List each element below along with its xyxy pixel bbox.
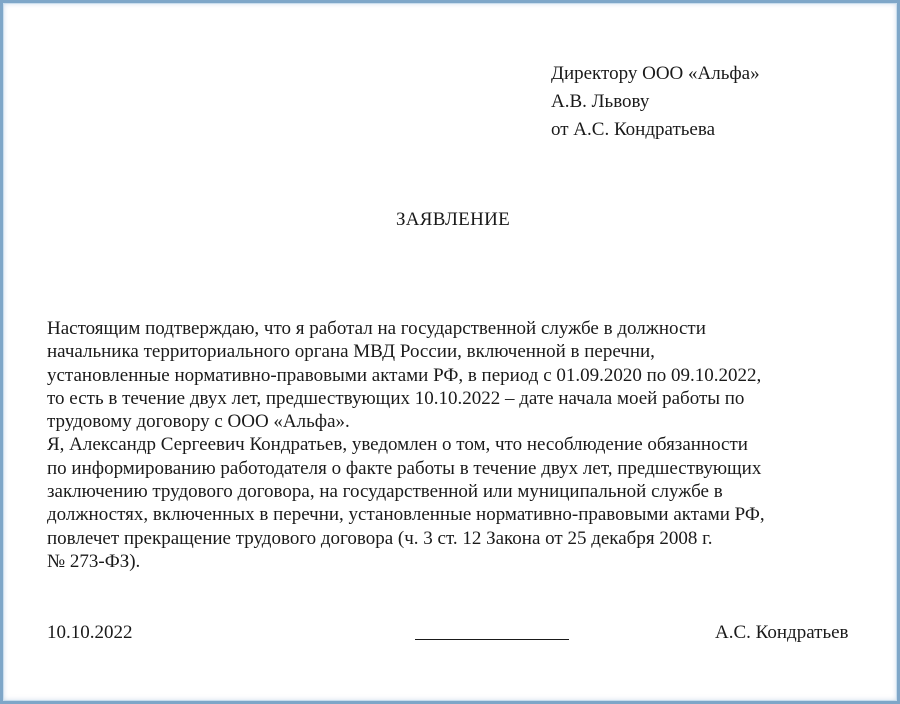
addressee-line: А.В. Львову: [551, 91, 650, 112]
signer-name: А.С. Кондратьев: [715, 622, 849, 643]
body-line: повлечет прекращение трудового договора (ч. 3 ст. 12 Закона от 25 декабря 2008 г.: [47, 527, 713, 549]
statement-body: [47, 317, 859, 573]
addressee-line: от А.С. Кондратьева: [551, 119, 716, 140]
addressee-line: Директору ООО «Альфа»: [551, 63, 760, 84]
body-line: № 273-ФЗ).: [47, 550, 141, 572]
body-line: начальника территориального органа МВД России, включенной в перечни,: [47, 341, 655, 363]
addressee-block: [551, 60, 760, 144]
body-line: должностях, включенных в перечни, установленные нормативно-правовыми актами РФ,: [47, 504, 765, 526]
body-line: трудовому договору с ООО «Альфа».: [47, 411, 350, 433]
body-line: заключению трудового договора, на государственной или муниципальной службе в: [47, 481, 723, 503]
body-line: Настоящим подтверждаю, что я работал на государственной службе в должности: [47, 318, 706, 339]
body-line: то есть в течение двух лет, предшествующих 10.10.2022 – дате начала моей работы по: [47, 387, 745, 409]
body-line: по информированию работодателя о факте работы в течение двух лет, предшествующих: [47, 457, 762, 479]
body-line: установленные нормативно-правовыми актами РФ, в период с 01.09.2020 по 09.10.2022,: [47, 364, 762, 386]
signature-line: [415, 639, 569, 640]
body-line: Я, Александр Сергеевич Кондратьев, уведомлен о том, что несоблюдение обязанности: [47, 434, 748, 456]
document-title: ЗАЯВЛЕНИЕ: [395, 209, 511, 230]
document-date: 10.10.2022: [47, 622, 133, 643]
